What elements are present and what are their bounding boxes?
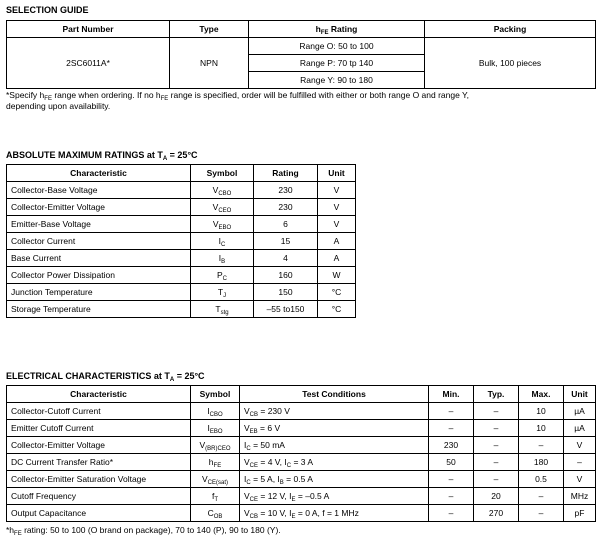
- elec-char-table: [6, 385, 596, 522]
- packing: Bulk, 100 pieces: [425, 38, 596, 89]
- table-row: DC Current Transfer Ratio* $h_{FE}$ $V_{CE} = 4$ V, $I_C = 3$ A 50 – 180 –: [7, 454, 596, 471]
- table-row: Collector-Emitter Saturation Voltage $V_{CE(sat)}$ $I_C = 5$ A, $I_B = 0.5$ A – – 0.5 V: [7, 471, 596, 488]
- selection-note: *Specify $h_{FE}$ range when ordering. If no $h_{FE}$ range is specified, order will be fulfilled with either or both range O and range Y, depending upon availability.: [6, 90, 469, 111]
- table-row: Emitter-Base Voltage $V_{EBO}$ 6 V: [7, 216, 356, 233]
- elec-header-symbol: Symbol: [191, 386, 240, 403]
- abs-max-table: [6, 164, 356, 318]
- range-o: Range O: 50 to 100: [249, 38, 425, 55]
- table-row: Base Current $I_B$ 4 A: [7, 250, 356, 267]
- table-row: Output Capacitance $C_{OB}$ $V_{CB} = 10$ V, $I_E = 0$ A, f = 1 MHz – 270 – pF: [7, 505, 596, 522]
- elec-header-unit: Unit: [564, 386, 596, 403]
- elec-header-typ: Typ.: [474, 386, 519, 403]
- abs-header-characteristic: Characteristic: [7, 165, 191, 182]
- abs-header-unit: Unit: [318, 165, 356, 182]
- elec-header-characteristic: Characteristic: [7, 386, 191, 403]
- table-row: Collector Power Dissipation $P_C$ 160 W: [7, 267, 356, 284]
- abs-max-title: ABSOLUTE MAXIMUM RATINGS at $T_A = 25^\circ C$: [6, 150, 198, 162]
- elec-header-conditions: Test Conditions: [240, 386, 429, 403]
- part-number: 2SC6011A*: [7, 38, 170, 89]
- table-row: Cutoff Frequency $f_T$ $V_{CE} = 12$ V, $I_E = -0.5$ A – 20 – MHz: [7, 488, 596, 505]
- table-row: Collector Current $I_C$ 15 A: [7, 233, 356, 250]
- selection-guide-title: SELECTION GUIDE: [6, 5, 89, 15]
- table-row: Collector-Cutoff Current $I_{CBO}$ $V_{CB} = 230$ V – – 10 µA: [7, 403, 596, 420]
- abs-header-rating: Rating: [254, 165, 318, 182]
- header-part-number: Part Number: [7, 21, 170, 38]
- table-row: Collector-Emitter Voltage $V_{CEO}$ 230 V: [7, 199, 356, 216]
- range-y: Range Y: 90 to 180: [249, 72, 425, 89]
- elec-header-max: Max.: [519, 386, 564, 403]
- elec-note: $*h_{FE}$ rating: 50 to 100 (O brand on package), 70 to 140 (P), 90 to 180 (Y).: [6, 525, 281, 537]
- abs-header-symbol: Symbol: [191, 165, 254, 182]
- type: NPN: [170, 38, 249, 89]
- table-row: Junction Temperature $T_J$ 150 °C: [7, 284, 356, 301]
- table-row: Collector-Emitter Voltage $V_{(BR)CEO}$ $I_C = 50$ mA 230 – – V: [7, 437, 596, 454]
- range-p: Range P: 70 tp 140: [249, 55, 425, 72]
- selection-guide-table: [6, 20, 596, 89]
- elec-char-title: ELECTRICAL CHARACTERISTICS at $T_A = 25^\circ C$: [6, 371, 205, 383]
- header-hfe-rating: $h_{FE}$ Rating: [249, 21, 425, 38]
- table-row: Collector-Base Voltage $V_{CBO}$ 230 V: [7, 182, 356, 199]
- table-row: Emitter Cutoff Current $I_{EBO}$ $V_{EB} = 6$ V – – 10 µA: [7, 420, 596, 437]
- header-type: Type: [170, 21, 249, 38]
- elec-header-min: Min.: [429, 386, 474, 403]
- table-row: Storage Temperature $T_{stg}$ –55 to150 °C: [7, 301, 356, 318]
- header-packing: Packing: [425, 21, 596, 38]
